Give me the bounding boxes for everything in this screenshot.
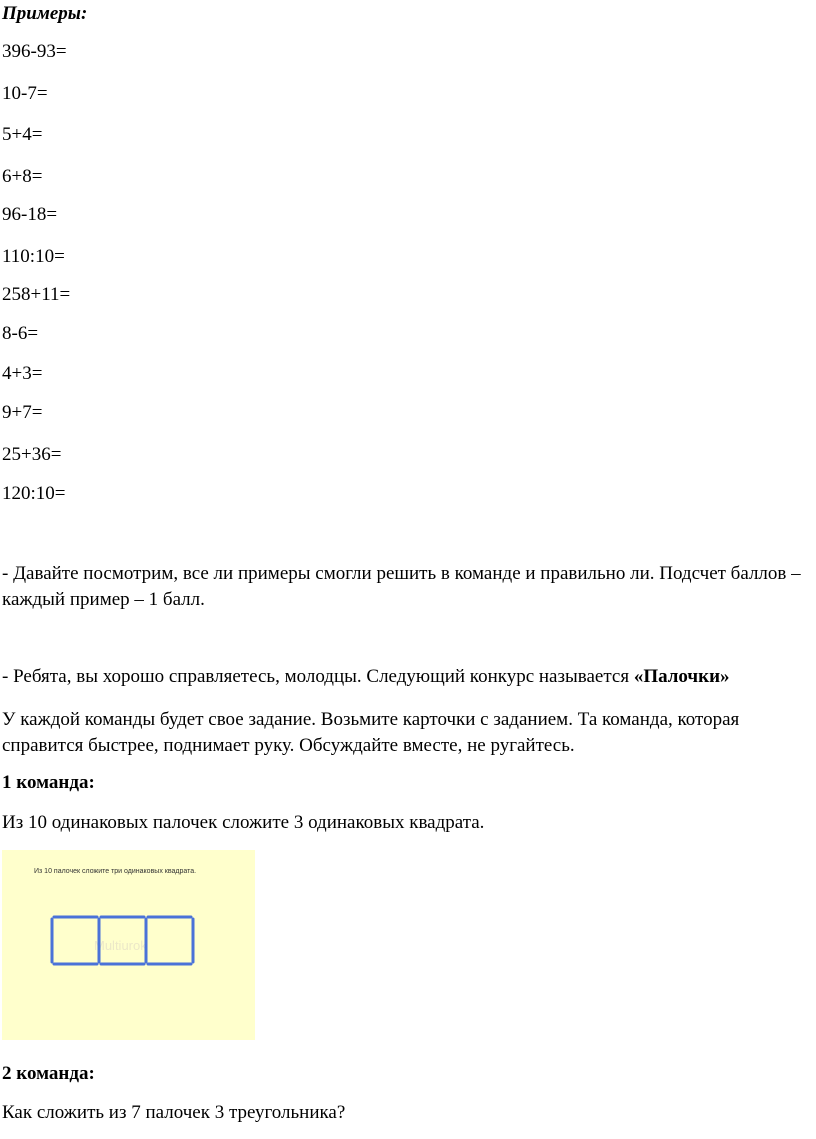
sticks-drawing bbox=[2, 850, 255, 1040]
team2-label: 2 команда: bbox=[2, 1063, 95, 1084]
check-paragraph: - Давайте посмотрим, все ли примеры смогли решить в команде и правильно ли. Подсчет баллов – каждый пример – 1 балл. bbox=[2, 563, 801, 610]
example-item: 10-7= bbox=[2, 83, 48, 104]
example-item: 110:10= bbox=[2, 246, 65, 267]
example-item: 8-6= bbox=[2, 323, 39, 344]
example-item: 6+8= bbox=[2, 166, 43, 187]
team1-task: Из 10 одинаковых палочек сложите 3 одинаковых квадрата. bbox=[2, 812, 485, 833]
task-intro-paragraph: У каждой команды будет свое задание. Возьмите карточки с заданием. Та команда, которая справится быстрее, поднимает руку. Обсуждайте вместе, не ругайтесь. bbox=[2, 709, 740, 756]
team1-label: 1 команда: bbox=[2, 772, 95, 793]
stick-puzzle-image bbox=[2, 850, 255, 1040]
example-item: 25+36= bbox=[2, 444, 62, 465]
example-item: 9+7= bbox=[2, 402, 43, 423]
example-item: 396-93= bbox=[2, 41, 67, 62]
example-item: 96-18= bbox=[2, 204, 58, 225]
team2-task: Как сложить из 7 палочек 3 треугольника? bbox=[2, 1102, 346, 1123]
examples-heading: Примеры: bbox=[2, 3, 88, 24]
example-item: 258+11= bbox=[2, 284, 71, 305]
puzzle-caption: Из 10 палочек сложите три одинаковых квадрата. bbox=[34, 868, 197, 875]
contest-name: «Палочки» bbox=[633, 666, 730, 687]
contest-intro-text: - Ребята, вы хорошо справляетесь, молодцы. Следующий конкурс называется bbox=[2, 666, 634, 687]
example-item: 5+4= bbox=[2, 124, 43, 145]
contest-paragraph bbox=[2, 665, 730, 689]
watermark: Multiurok bbox=[94, 938, 147, 953]
example-item: 120:10= bbox=[2, 483, 66, 504]
example-item: 4+3= bbox=[2, 363, 43, 384]
